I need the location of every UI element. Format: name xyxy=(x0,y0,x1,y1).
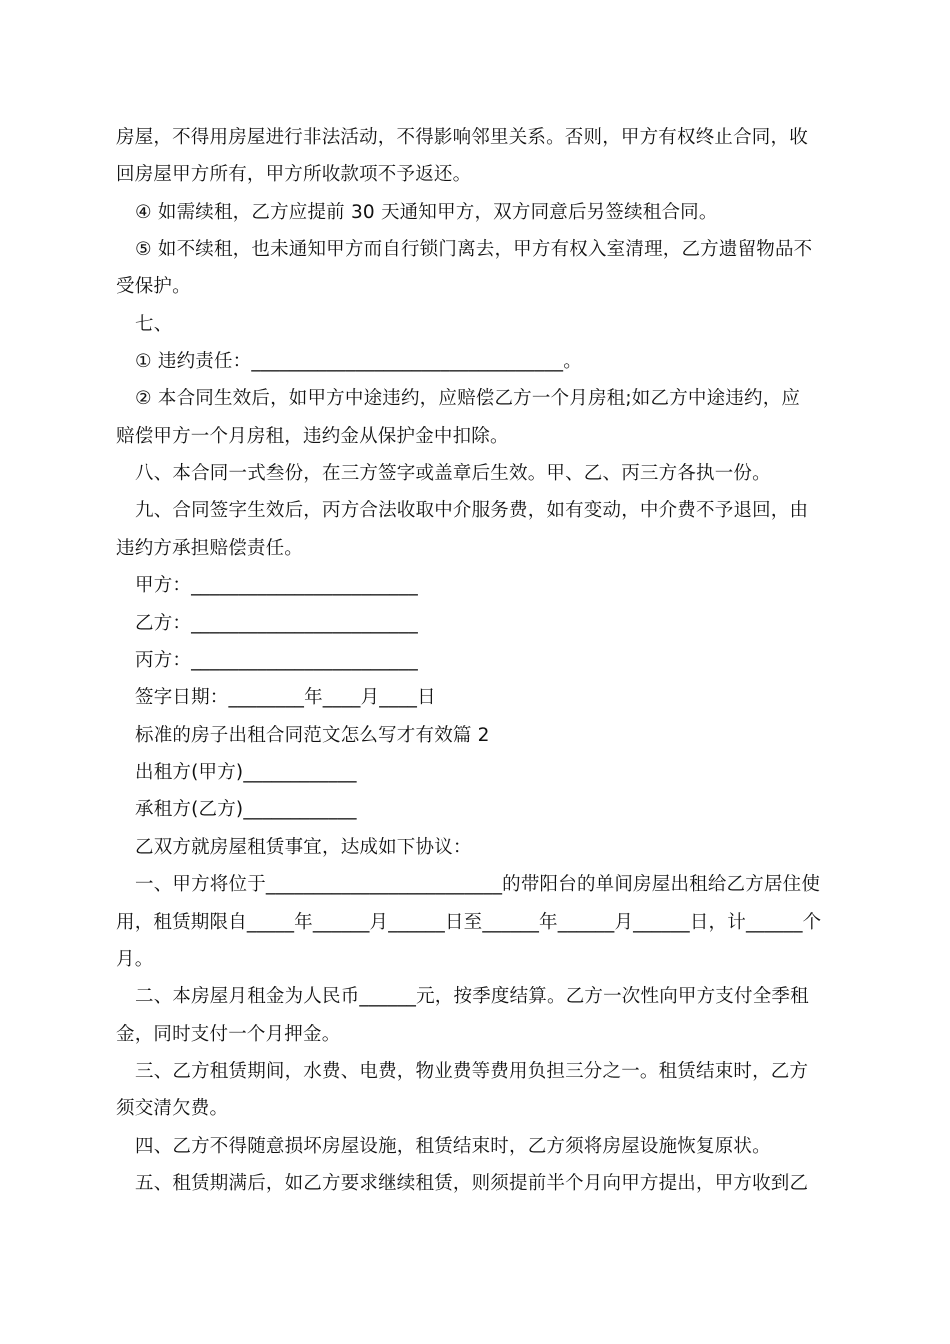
lessee-field: 承租方(乙方)____________ xyxy=(135,799,357,820)
text-line: 三、乙方租赁期间，水费、电费，物业费等费用负担三分之一。租赁结束时，乙方 xyxy=(135,1061,809,1082)
text-line: 须交清欠费。 xyxy=(116,1098,229,1119)
signature-party-b: 乙方：________________________ xyxy=(135,613,418,634)
signature-party-c: 丙方：________________________ xyxy=(135,650,418,671)
text-line: 五、租赁期满后，如乙方要求继续租赁，则须提前半个月向甲方提出，甲方收到乙 xyxy=(135,1173,809,1194)
text-line: 乙双方就房屋租赁事宜，达成如下协议： xyxy=(135,837,472,858)
text-line: 一、甲方将位于_________________________的带阳台的单间房屋出租给乙方居住使 xyxy=(135,874,821,895)
text-line: 九、合同签字生效后，丙方合法收取中介服务费，如有变动，中介费不予退回，由 xyxy=(135,500,809,521)
text-line: 月。 xyxy=(116,949,154,970)
text-line: ② 本合同生效后，如甲方中途违约，应赔偿乙方一个月房租;如乙方中途违约，应 xyxy=(135,388,801,409)
text-line: 用，租赁期限自_____年______月______日至______年______月______日，计______个 xyxy=(116,912,822,933)
lessor-field: 出租方(甲方)____________ xyxy=(135,762,357,783)
text-line: 赔偿甲方一个月房租，违约金从保护金中扣除。 xyxy=(116,426,509,447)
text-line: 回房屋甲方所有，甲方所收款项不予返还。 xyxy=(116,164,472,185)
text-line: 受保护。 xyxy=(116,276,191,297)
text-line: ⑤ 如不续租，也未通知甲方而自行锁门离去，甲方有权入室清理，乙方遗留物品不 xyxy=(135,239,813,260)
text-line: ④ 如需续租，乙方应提前 30 天通知甲方，双方同意后另签续租合同。 xyxy=(135,202,718,223)
text-line: 金，同时支付一个月押金。 xyxy=(116,1024,341,1045)
text-line: 四、乙方不得随意损坏房屋设施，租赁结束时，乙方须将房屋设施恢复原状。 xyxy=(135,1136,771,1157)
signature-date: 签字日期：________年____月____日 xyxy=(135,687,436,708)
signature-party-a: 甲方：________________________ xyxy=(135,575,418,596)
text-line: 八、本合同一式叁份，在三方签字或盖章后生效。甲、乙、丙三方各执一份。 xyxy=(135,463,771,484)
document-title: 标准的房子出租合同范文怎么写才有效篇 2 xyxy=(135,725,490,746)
text-line: ① 违约责任：_________________________________。 xyxy=(135,351,582,372)
text-line: 违约方承担赔偿责任。 xyxy=(116,538,304,559)
section-heading: 七、 xyxy=(135,314,173,335)
text-line: 二、本房屋月租金为人民币______元，按季度结算。乙方一次性向甲方支付全季租 xyxy=(135,986,809,1007)
text-line: 房屋，不得用房屋进行非法活动，不得影响邻里关系。否则，甲方有权终止合同，收 xyxy=(116,127,808,148)
